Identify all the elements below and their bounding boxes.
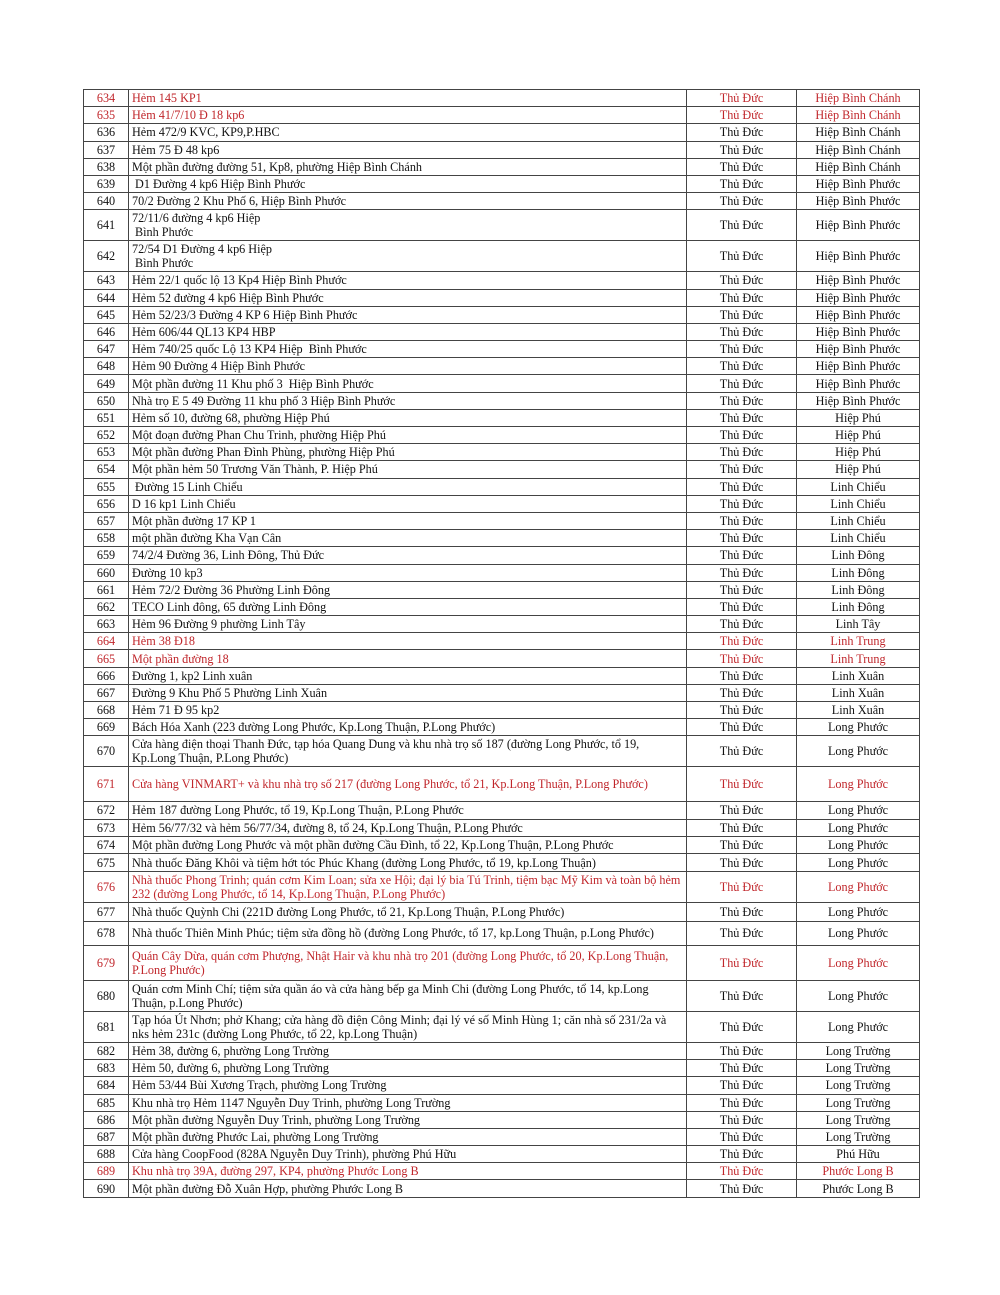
district-cell: Thủ Đức [687,90,797,107]
address-cell: 70/2 Đường 2 Khu Phố 6, Hiệp Bình Phước [129,193,687,210]
address-cell: Hẻm 56/77/32 và hẻm 56/77/34, đường 8, tổ 24, Kp.Long Thuận, P.Long Phước [129,819,687,836]
district-cell: Thủ Đức [687,272,797,289]
ward-cell: Linh Đông [797,564,920,581]
row-number: 655 [84,478,129,495]
district-cell: Thủ Đức [687,1111,797,1128]
row-number: 644 [84,289,129,306]
district-cell: Thủ Đức [687,306,797,323]
address-cell: Hẻm 145 KP1 [129,90,687,107]
locations-table-body [84,90,920,1198]
row-number: 682 [84,1042,129,1059]
district-cell: Thủ Đức [687,1060,797,1077]
district-cell: Thủ Đức [687,193,797,210]
address-cell: Cửa hàng CoopFood (828A Nguyễn Duy Trinh), phường Phú Hữu [129,1146,687,1163]
address-cell: 72/11/6 đường 4 kp6 Hiệp Bình Phước [129,210,687,241]
ward-cell: Hiệp Bình Phước [797,341,920,358]
district-cell: Thủ Đức [687,921,797,945]
table-row [84,444,920,461]
ward-cell: Linh Đông [797,598,920,615]
district-cell: Thủ Đức [687,667,797,684]
address-cell: D 16 kp1 Linh Chiểu [129,495,687,512]
row-number: 647 [84,341,129,358]
table-row [84,495,920,512]
district-cell: Thủ Đức [687,564,797,581]
ward-cell: Phú Hữu [797,1146,920,1163]
address-cell: Một phần đường đường 51, Kp8, phường Hiệp Bình Chánh [129,158,687,175]
district-cell: Thủ Đức [687,461,797,478]
ward-cell: Long Phước [797,872,920,903]
ward-cell: Hiệp Bình Chánh [797,141,920,158]
row-number: 673 [84,819,129,836]
table-row [84,736,920,767]
address-cell: Một phần đường Long Phước và một phần đường Cầu Đình, tổ 22, Kp.Long Thuận, P.Long Phước [129,836,687,853]
row-number: 681 [84,1011,129,1042]
ward-cell: Hiệp Bình Phước [797,241,920,272]
table-row [84,90,920,107]
table-row [84,598,920,615]
table-row [84,141,920,158]
table-row [84,461,920,478]
district-cell: Thủ Đức [687,736,797,767]
ward-cell: Phước Long B [797,1163,920,1180]
ward-cell: Hiệp Bình Phước [797,272,920,289]
row-number: 664 [84,633,129,650]
district-cell: Thủ Đức [687,945,797,980]
district-cell: Thủ Đức [687,1180,797,1197]
ward-cell: Hiệp Bình Phước [797,375,920,392]
row-number: 646 [84,323,129,340]
table-row [84,392,920,409]
district-cell: Thủ Đức [687,1042,797,1059]
table-row [84,836,920,853]
table-row [84,819,920,836]
district-cell: Thủ Đức [687,1163,797,1180]
row-number: 654 [84,461,129,478]
locations-table [83,89,920,1198]
row-number: 679 [84,945,129,980]
address-cell: Đường 1, kp2 Linh xuân [129,667,687,684]
address-cell: Hẻm 740/25 quốc Lộ 13 KP4 Hiệp Bình Phước [129,341,687,358]
row-number: 635 [84,107,129,124]
address-cell: một phần đường Kha Vạn Cân [129,530,687,547]
district-cell: Thủ Đức [687,1011,797,1042]
table-row [84,1077,920,1094]
row-number: 678 [84,921,129,945]
table-row [84,107,920,124]
table-row [84,210,920,241]
address-cell: Đường 15 Linh Chiểu [129,478,687,495]
ward-cell: Linh Đông [797,581,920,598]
table-row [84,530,920,547]
ward-cell: Hiệp Phú [797,427,920,444]
ward-cell: Hiệp Phú [797,444,920,461]
ward-cell: Long Trường [797,1094,920,1111]
district-cell: Thủ Đức [687,802,797,819]
ward-cell: Long Trường [797,1077,920,1094]
row-number: 648 [84,358,129,375]
district-cell: Thủ Đức [687,210,797,241]
address-cell: Hẻm 96 Đường 9 phường Linh Tây [129,616,687,633]
district-cell: Thủ Đức [687,853,797,872]
district-cell: Thủ Đức [687,341,797,358]
table-row [84,175,920,192]
address-cell: Hẻm 472/9 KVC, KP9,P.HBC [129,124,687,141]
table-row [84,427,920,444]
district-cell: Thủ Đức [687,1128,797,1145]
address-cell: Hẻm 41/7/10 Đ 18 kp6 [129,107,687,124]
ward-cell: Hiệp Bình Phước [797,175,920,192]
table-row [84,1163,920,1180]
ward-cell: Long Phước [797,802,920,819]
ward-cell: Linh Xuân [797,667,920,684]
table-row [84,702,920,719]
district-cell: Thủ Đức [687,616,797,633]
ward-cell: Linh Trung [797,633,920,650]
table-row [84,903,920,922]
table-row [84,193,920,210]
ward-cell: Hiệp Bình Phước [797,210,920,241]
district-cell: Thủ Đức [687,547,797,564]
ward-cell: Hiệp Bình Phước [797,392,920,409]
ward-cell: Linh Chiểu [797,530,920,547]
row-number: 658 [84,530,129,547]
address-cell: Hẻm số 10, đường 68, phường Hiệp Phú [129,409,687,426]
row-number: 638 [84,158,129,175]
ward-cell: Long Phước [797,836,920,853]
row-number: 645 [84,306,129,323]
ward-cell: Long Phước [797,736,920,767]
district-cell: Thủ Đức [687,512,797,529]
district-cell: Thủ Đức [687,650,797,667]
row-number: 680 [84,980,129,1011]
table-row [84,853,920,872]
table-row [84,980,920,1011]
row-number: 684 [84,1077,129,1094]
ward-cell: Long Phước [797,1011,920,1042]
ward-cell: Hiệp Bình Chánh [797,90,920,107]
row-number: 656 [84,495,129,512]
table-row [84,1042,920,1059]
table-row [84,767,920,802]
ward-cell: Linh Chiểu [797,478,920,495]
row-number: 637 [84,141,129,158]
district-cell: Thủ Đức [687,702,797,719]
table-row [84,289,920,306]
row-number: 688 [84,1146,129,1163]
ward-cell: Linh Xuân [797,684,920,701]
table-row [84,478,920,495]
table-row [84,802,920,819]
address-cell: 72/54 D1 Đường 4 kp6 Hiệp Bình Phước [129,241,687,272]
address-cell: TECO Linh đông, 65 đường Linh Đông [129,598,687,615]
table-row [84,872,920,903]
table-row [84,650,920,667]
district-cell: Thủ Đức [687,530,797,547]
address-cell: Hẻm 22/1 quốc lộ 13 Kp4 Hiệp Bình Phước [129,272,687,289]
table-row [84,667,920,684]
table-row [84,684,920,701]
district-cell: Thủ Đức [687,836,797,853]
ward-cell: Long Phước [797,903,920,922]
row-number: 667 [84,684,129,701]
ward-cell: Linh Xuân [797,702,920,719]
row-number: 685 [84,1094,129,1111]
table-row [84,616,920,633]
address-cell: 74/2/4 Đường 36, Linh Đông, Thủ Đức [129,547,687,564]
row-number: 663 [84,616,129,633]
row-number: 687 [84,1128,129,1145]
address-cell: Bách Hóa Xanh (223 đường Long Phước, Kp.Long Thuận, P.Long Phước) [129,719,687,736]
ward-cell: Hiệp Phú [797,461,920,478]
ward-cell: Hiệp Bình Phước [797,289,920,306]
district-cell: Thủ Đức [687,1077,797,1094]
row-number: 661 [84,581,129,598]
row-number: 652 [84,427,129,444]
table-row [84,1180,920,1197]
address-cell: Đường 10 kp3 [129,564,687,581]
table-row [84,409,920,426]
ward-cell: Long Phước [797,767,920,802]
table-row [84,547,920,564]
row-number: 666 [84,667,129,684]
district-cell: Thủ Đức [687,581,797,598]
district-cell: Thủ Đức [687,633,797,650]
district-cell: Thủ Đức [687,819,797,836]
row-number: 660 [84,564,129,581]
table-row [84,921,920,945]
district-cell: Thủ Đức [687,289,797,306]
ward-cell: Long Trường [797,1042,920,1059]
ward-cell: Linh Tây [797,616,920,633]
address-cell: Quán Cây Dừa, quán cơm Phượng, Nhật Hair và khu nhà trọ 201 (đường Long Phước, tổ 20, Kp.Long Thuận, P.Long Phước) [129,945,687,980]
row-number: 671 [84,767,129,802]
row-number: 676 [84,872,129,903]
address-cell: Đường 9 Khu Phố 5 Phường Linh Xuân [129,684,687,701]
ward-cell: Long Phước [797,945,920,980]
ward-cell: Long Trường [797,1111,920,1128]
table-row [84,323,920,340]
row-number: 686 [84,1111,129,1128]
address-cell: Một đoạn đường Phan Chu Trinh, phường Hiệp Phú [129,427,687,444]
address-cell: Hẻm 53/44 Bùi Xương Trạch, phường Long Trường [129,1077,687,1094]
ward-cell: Long Trường [797,1128,920,1145]
row-number: 651 [84,409,129,426]
row-number: 669 [84,719,129,736]
address-cell: Hẻm 52/23/3 Đường 4 KP 6 Hiệp Bình Phước [129,306,687,323]
row-number: 670 [84,736,129,767]
address-cell: Một phần đường Đỗ Xuân Hợp, phường Phước Long B [129,1180,687,1197]
row-number: 672 [84,802,129,819]
ward-cell: Linh Trung [797,650,920,667]
address-cell: Một phần đường Nguyễn Duy Trinh, phường Long Trường [129,1111,687,1128]
district-cell: Thủ Đức [687,478,797,495]
ward-cell: Hiệp Bình Chánh [797,124,920,141]
row-number: 636 [84,124,129,141]
district-cell: Thủ Đức [687,375,797,392]
district-cell: Thủ Đức [687,409,797,426]
row-number: 640 [84,193,129,210]
address-cell: Cửa hàng VINMART+ và khu nhà trọ số 217 (đường Long Phước, tổ 21, Kp.Long Thuận, P.Long Phước) [129,767,687,802]
table-row [84,124,920,141]
row-number: 643 [84,272,129,289]
ward-cell: Hiệp Bình Phước [797,193,920,210]
row-number: 641 [84,210,129,241]
address-cell: Quán cơm Minh Chí; tiệm sửa quần áo và cửa hàng bếp ga Minh Chi (đường Long Phước, tổ 14, kp.Long Thuận, p.Long Phước) [129,980,687,1011]
district-cell: Thủ Đức [687,598,797,615]
address-cell: Nhà thuốc Quỳnh Chi (221D đường Long Phước, tổ 21, Kp.Long Thuận, P.Long Phước) [129,903,687,922]
ward-cell: Hiệp Bình Chánh [797,107,920,124]
table-row [84,945,920,980]
row-number: 662 [84,598,129,615]
district-cell: Thủ Đức [687,158,797,175]
table-row [84,581,920,598]
district-cell: Thủ Đức [687,719,797,736]
district-cell: Thủ Đức [687,1146,797,1163]
address-cell: Hẻm 52 đường 4 kp6 Hiệp Bình Phước [129,289,687,306]
table-row [84,1011,920,1042]
ward-cell: Linh Chiểu [797,512,920,529]
ward-cell: Long Phước [797,853,920,872]
table-row [84,512,920,529]
ward-cell: Hiệp Bình Phước [797,358,920,375]
ward-cell: Linh Chiểu [797,495,920,512]
address-cell: Hẻm 50, đường 6, phường Long Trường [129,1060,687,1077]
address-cell: Hẻm 38 Đ18 [129,633,687,650]
table-row [84,1146,920,1163]
row-number: 677 [84,903,129,922]
address-cell: Hẻm 606/44 QL13 KP4 HBP [129,323,687,340]
address-cell: Hẻm 90 Đường 4 Hiệp Bình Phước [129,358,687,375]
address-cell: Hẻm 38, đường 6, phường Long Trường [129,1042,687,1059]
ward-cell: Hiệp Phú [797,409,920,426]
ward-cell: Long Phước [797,719,920,736]
row-number: 690 [84,1180,129,1197]
district-cell: Thủ Đức [687,684,797,701]
row-number: 657 [84,512,129,529]
address-cell: Một phần đường 17 KP 1 [129,512,687,529]
table-row [84,1128,920,1145]
address-cell: Một phần hẻm 50 Trương Văn Thành, P. Hiệp Phú [129,461,687,478]
address-cell: Khu nhà trọ 39A, đường 297, KP4, phường Phước Long B [129,1163,687,1180]
ward-cell: Linh Đông [797,547,920,564]
district-cell: Thủ Đức [687,124,797,141]
ward-cell: Phước Long B [797,1180,920,1197]
table-row [84,158,920,175]
district-cell: Thủ Đức [687,323,797,340]
district-cell: Thủ Đức [687,1094,797,1111]
ward-cell: Hiệp Bình Phước [797,323,920,340]
table-row [84,633,920,650]
ward-cell: Long Phước [797,819,920,836]
row-number: 642 [84,241,129,272]
district-cell: Thủ Đức [687,444,797,461]
table-row [84,341,920,358]
address-cell: Một phần đường Phước Lai, phường Long Trường [129,1128,687,1145]
ward-cell: Hiệp Bình Chánh [797,158,920,175]
ward-cell: Hiệp Bình Phước [797,306,920,323]
row-number: 689 [84,1163,129,1180]
address-cell: Cửa hàng điện thoại Thanh Đức, tạp hóa Quang Dung và khu nhà trọ số 187 (đường Long Phước, tổ 19, Kp.Long Thuận, P.Long Phước) [129,736,687,767]
table-row [84,272,920,289]
address-cell: Một phần đường Phan Đình Phùng, phường Hiệp Phú [129,444,687,461]
row-number: 674 [84,836,129,853]
row-number: 665 [84,650,129,667]
district-cell: Thủ Đức [687,980,797,1011]
table-row [84,719,920,736]
row-number: 668 [84,702,129,719]
row-number: 650 [84,392,129,409]
district-cell: Thủ Đức [687,903,797,922]
table-row [84,1094,920,1111]
address-cell: Nhà thuốc Thiên Minh Phúc; tiệm sửa đồng hồ (đường Long Phước, tổ 17, kp.Long Thuận, p.Long Phước) [129,921,687,945]
table-row [84,358,920,375]
row-number: 634 [84,90,129,107]
table-row [84,564,920,581]
address-cell: Hẻm 72/2 Đường 36 Phường Linh Đông [129,581,687,598]
table-row [84,306,920,323]
district-cell: Thủ Đức [687,141,797,158]
address-cell: Nhà trọ E 5 49 Đường 11 khu phố 3 Hiệp Bình Phước [129,392,687,409]
table-row [84,375,920,392]
row-number: 649 [84,375,129,392]
district-cell: Thủ Đức [687,872,797,903]
address-cell: D1 Đường 4 kp6 Hiệp Bình Phước [129,175,687,192]
address-cell: Nhà thuốc Đăng Khôi và tiệm hớt tóc Phúc Khang (đường Long Phước, tổ 19, kp.Long Thuận) [129,853,687,872]
district-cell: Thủ Đức [687,241,797,272]
table-row [84,1060,920,1077]
table-row [84,241,920,272]
district-cell: Thủ Đức [687,767,797,802]
row-number: 639 [84,175,129,192]
district-cell: Thủ Đức [687,495,797,512]
district-cell: Thủ Đức [687,427,797,444]
ward-cell: Long Phước [797,921,920,945]
row-number: 675 [84,853,129,872]
row-number: 683 [84,1060,129,1077]
address-cell: Hẻm 71 Đ 95 kp2 [129,702,687,719]
row-number: 659 [84,547,129,564]
table-row [84,1111,920,1128]
address-cell: Hẻm 187 đường Long Phước, tổ 19, Kp.Long Thuận, P.Long Phước [129,802,687,819]
address-cell: Hẻm 75 Đ 48 kp6 [129,141,687,158]
ward-cell: Long Phước [797,980,920,1011]
address-cell: Một phần đường 11 Khu phố 3 Hiệp Bình Phước [129,375,687,392]
district-cell: Thủ Đức [687,358,797,375]
district-cell: Thủ Đức [687,107,797,124]
address-cell: Nhà thuốc Phong Trinh; quán cơm Kim Loan; sửa xe Hội; đại lý bia Tú Trinh, tiệm bạc Mỹ Kim và toàn bộ hẻm 232 (đường Long Phước, tổ 14, Kp.Long Thuận, P.Long Phước) [129,872,687,903]
ward-cell: Long Trường [797,1060,920,1077]
address-cell: Khu nhà trọ Hẻm 1147 Nguyễn Duy Trinh, phường Long Trường [129,1094,687,1111]
district-cell: Thủ Đức [687,175,797,192]
district-cell: Thủ Đức [687,392,797,409]
address-cell: Tạp hóa Út Nhơn; phở Khang; cửa hàng đồ điện Công Minh; đại lý vé số Minh Hùng 1; căn nhà số 231/2a và nks hẻm 231c (đường Long Phước, tổ 22, kp.Long Thuận) [129,1011,687,1042]
row-number: 653 [84,444,129,461]
address-cell: Một phần đường 18 [129,650,687,667]
